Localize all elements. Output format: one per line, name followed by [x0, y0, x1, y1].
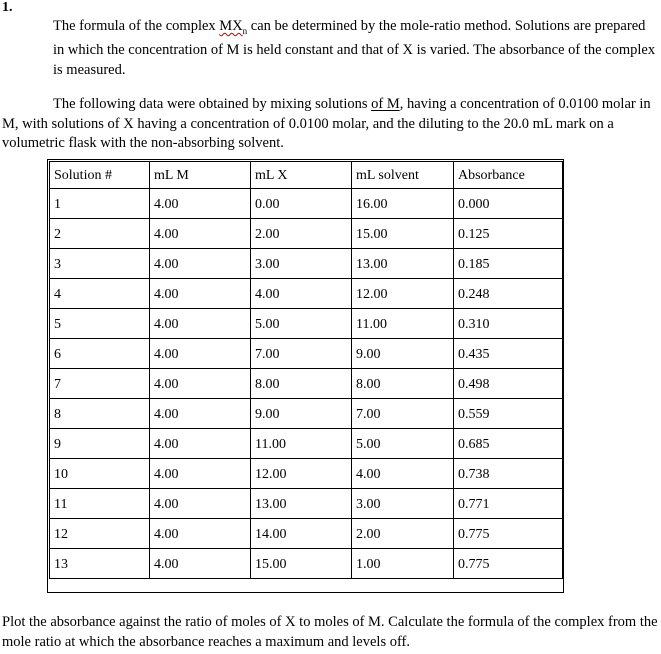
table-cell: 10	[50, 459, 150, 489]
table-cell: 4.00	[150, 309, 251, 339]
table-cell: 13.00	[352, 249, 454, 279]
table-cell: 11.00	[352, 309, 454, 339]
table-cell: 2	[50, 219, 150, 249]
table-row	[50, 429, 563, 459]
table-cell: 2.00	[251, 219, 352, 249]
table-cell: 7.00	[251, 339, 352, 369]
table-row	[50, 549, 563, 579]
data-table	[49, 161, 563, 579]
table-cell: 9	[50, 429, 150, 459]
table-cell: 11	[50, 489, 150, 519]
question-number: 1.	[2, 0, 13, 15]
header-ml-x: mL X	[251, 162, 352, 189]
table-cell: 8.00	[352, 369, 454, 399]
header-ml-m: mL M	[150, 162, 251, 189]
table-cell: 12.00	[352, 279, 454, 309]
table-cell: 3	[50, 249, 150, 279]
table-row	[50, 309, 563, 339]
table-cell: 0.000	[454, 189, 563, 219]
table-row	[50, 249, 563, 279]
table-row	[50, 339, 563, 369]
table-cell: 4.00	[150, 189, 251, 219]
table-cell: 0.125	[454, 219, 563, 249]
instruction-paragraph: Plot the absorbance against the ratio of moles of X to moles of M. Calculate the formula of the complex from the mole ratio at which the absorbance reaches a maximum and levels off.	[2, 614, 658, 650]
header-absorbance: Absorbance	[454, 162, 563, 189]
complex-formula: $MX_n$	[219, 18, 248, 36]
table-header-row	[50, 162, 563, 189]
table-row	[50, 459, 563, 489]
table-cell: 1.00	[352, 549, 454, 579]
table-cell: 5	[50, 309, 150, 339]
table-cell: 4.00	[150, 279, 251, 309]
table-cell: 4.00	[150, 459, 251, 489]
table-cell: 0.771	[454, 489, 563, 519]
table-cell: 0.310	[454, 309, 563, 339]
table-cell: 5.00	[352, 429, 454, 459]
table-cell: 4.00	[352, 459, 454, 489]
table-cell: 8	[50, 399, 150, 429]
table-row	[50, 369, 563, 399]
table-cell: 11.00	[251, 429, 352, 459]
table-cell: 15.00	[352, 219, 454, 249]
table-cell: 4.00	[150, 249, 251, 279]
table-cell: 0.248	[454, 279, 563, 309]
table-row	[50, 219, 563, 249]
table-cell: 4	[50, 279, 150, 309]
table-cell: 4.00	[150, 549, 251, 579]
data-underlined: of M	[371, 96, 400, 112]
table-cell: 6	[50, 339, 150, 369]
table-cell: 12	[50, 519, 150, 549]
table-cell: 0.498	[454, 369, 563, 399]
intro-text-a: The formula of the complex	[53, 18, 220, 34]
table-cell: 15.00	[251, 549, 352, 579]
table-cell: 5.00	[251, 309, 352, 339]
table-cell: 0.685	[454, 429, 563, 459]
table-cell: 13.00	[251, 489, 352, 519]
table-cell: 8.00	[251, 369, 352, 399]
data-text-a: The following data were obtained by mixing solutions	[53, 96, 372, 112]
table-cell: 0.435	[454, 339, 563, 369]
table-row	[50, 279, 563, 309]
table-cell: 4.00	[150, 429, 251, 459]
table-row	[50, 519, 563, 549]
formula-subscript: n	[242, 25, 248, 36]
intro-text-b: can be determined by the mole-ratio method. Solutions are prepared in which the concentration of M is held constant and that of X is varied. The absorbance of the complex is measured.	[53, 18, 656, 78]
table-cell: 0.775	[454, 519, 563, 549]
table-cell: 0.738	[454, 459, 563, 489]
table-cell: 9.00	[352, 339, 454, 369]
data-text-b: , having a concentration of 0.0100 molar in M, with solutions of X having a concentration of 0.0100 molar, and the diluting to the 20.0 mL mark on a volumetric flask with the non-absorbing solvent.	[2, 96, 651, 151]
table-cell: 14.00	[251, 519, 352, 549]
table-cell: 16.00	[352, 189, 454, 219]
table-cell: 4.00	[251, 279, 352, 309]
table-cell: 7.00	[352, 399, 454, 429]
table-cell: 4.00	[150, 339, 251, 369]
table-cell: 3.00	[352, 489, 454, 519]
intro-paragraph	[53, 17, 658, 80]
table-cell: 1	[50, 189, 150, 219]
table-cell: 4.00	[150, 489, 251, 519]
table-cell: 0.185	[454, 249, 563, 279]
table-cell: 0.559	[454, 399, 563, 429]
data-paragraph	[2, 95, 658, 154]
table-cell: 12.00	[251, 459, 352, 489]
table-row	[50, 489, 563, 519]
header-ml-solvent: mL solvent	[352, 162, 454, 189]
header-solution: Solution #	[50, 162, 150, 189]
table-cell: 0.775	[454, 549, 563, 579]
table-row	[50, 399, 563, 429]
table-cell: 13	[50, 549, 150, 579]
table-row	[50, 189, 563, 219]
table-cell: 3.00	[251, 249, 352, 279]
table-cell: 4.00	[150, 399, 251, 429]
table-cell: 4.00	[150, 519, 251, 549]
table-cell: 0.00	[251, 189, 352, 219]
table-cell: 7	[50, 369, 150, 399]
table-cell: 4.00	[150, 369, 251, 399]
table-cell: 9.00	[251, 399, 352, 429]
table-cell: 4.00	[150, 219, 251, 249]
table-cell: 2.00	[352, 519, 454, 549]
